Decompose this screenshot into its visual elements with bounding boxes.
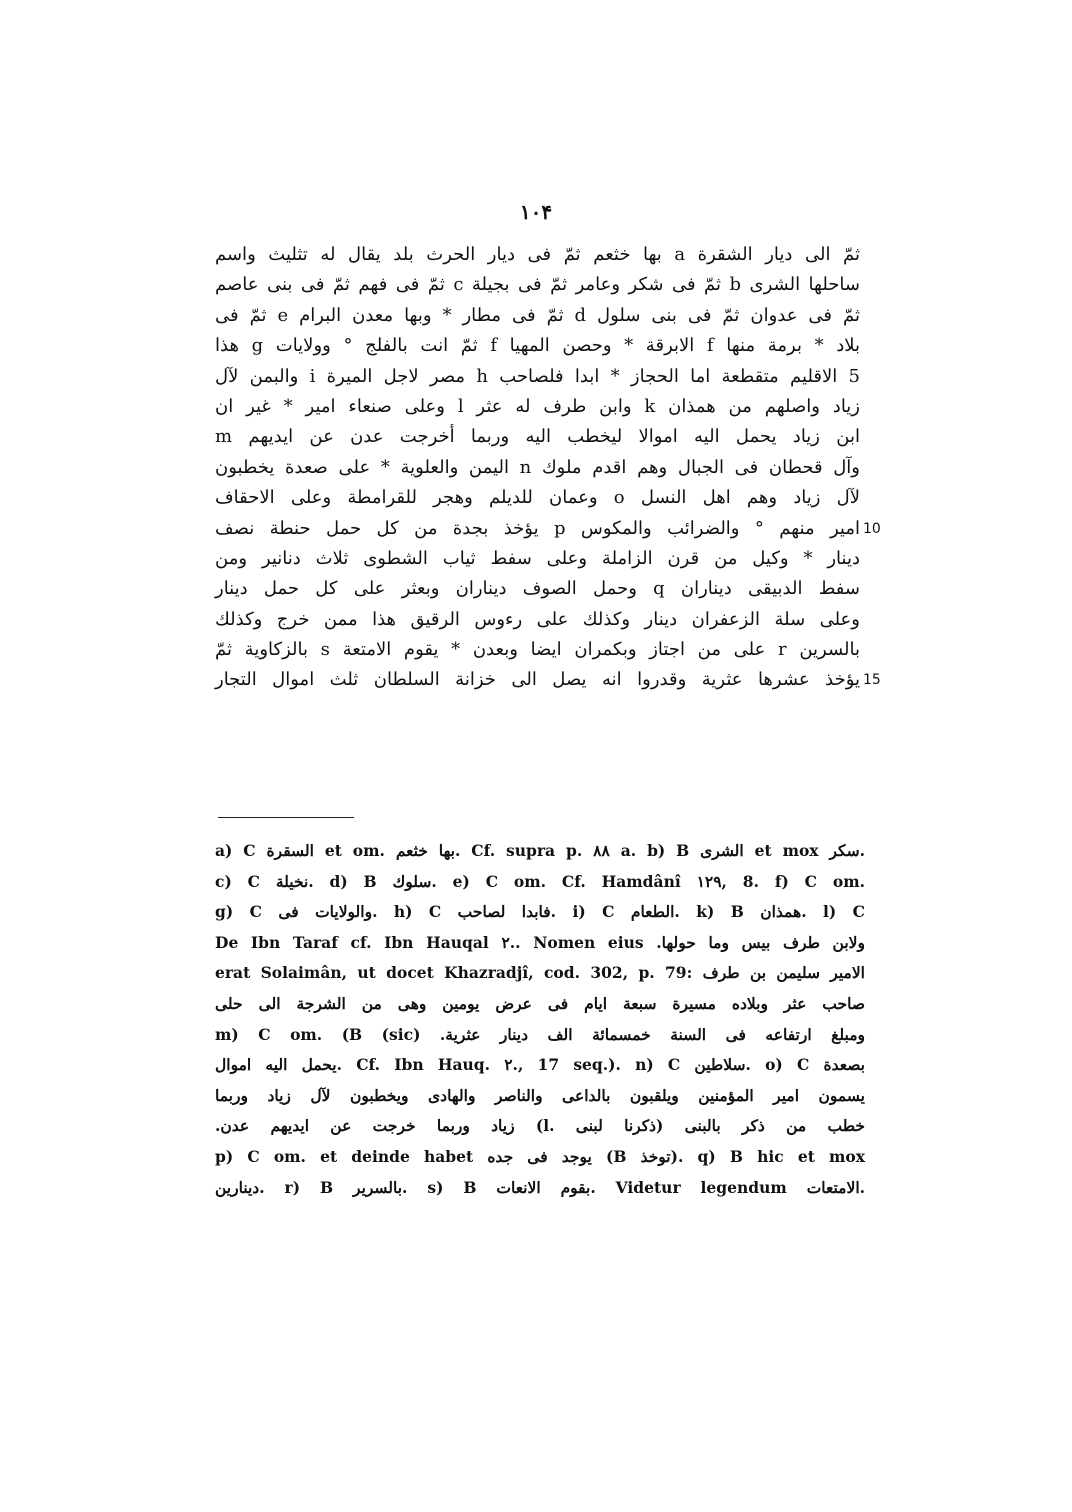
text-line — [215, 574, 860, 604]
text-line — [215, 635, 860, 665]
footnote-line: يسمون امير المؤمنين ويلقبون بالداعى والناصر والهادى ويخطبون لآل زياد وربما — [215, 1085, 865, 1105]
footnote-line: ولابن طرف بيس وما حولها. De Ibn Taraf cf. Ibn Hauqal ۲.. Nomen eius — [215, 932, 865, 952]
footnote-line: erat Solaimân, ut docet Khazradjî, cod. 302, p. 79: الامير سليمن بن طرف — [215, 963, 865, 983]
footnote-line: a) C السقرة et om. بها خثعم. Cf. supra p. ۸۸ a. b) B الشرى et mox سكر. — [215, 841, 865, 860]
text-line — [215, 422, 860, 452]
footnote-divider — [218, 817, 354, 818]
footnote-line: c) C نخيلة. d) B سلوك. e) C om. Cf. Hamdânî ۱۲۹, 8. f) C om. — [215, 871, 866, 891]
text-line-content: ثمّ الى ديار الشقرة a بها خثعم ثمّ فى ديار الحرث بلد يقال له تثليث واسم — [215, 244, 860, 265]
text-line-content: وعلى سلة الزعفران دينار وكذلك على رءوس الرقيق هذا ممن خرج وكذلك — [215, 608, 860, 630]
text-line-content: زياد واصلهم من همذان k وابن طرف له عثر l وعلى صنعاء امير * غير ان — [215, 395, 861, 417]
footnote-line: g) C والولايات فى. h) C فابدا لصاحب. i) C الطعام. k) B همذان. l) C — [215, 902, 865, 922]
text-line-content: ابن زياد يحمل اليه اموالا ليخطب اليه وربما أخرجت عدن عن ايديهم m — [215, 426, 860, 448]
text-line — [215, 331, 860, 361]
text-line — [215, 483, 860, 513]
line-number: 10 — [863, 520, 881, 537]
footnote-line: p) C om. et deinde habet يوجد فى جده (B توخذ). q) B hic et mox — [215, 1146, 865, 1166]
page-number: ١٠۴ — [519, 200, 553, 224]
text-line-content: امير منهم ° والضرائب والمكوس p يؤخذ بجدة من كل حمل حنطة نصف — [215, 517, 860, 539]
text-line-content: لآل زياد وهم اهل النسل o وعمان للديلم وهجر للقرامطة وعلى الاحقاف — [215, 487, 860, 509]
text-line-content: يؤخذ عشرها عثرية وقدروا انه يصل الى خزانة السلطان ثلث اموال التجار — [215, 669, 860, 691]
text-line-content: ساحلها الشرى b ثمّ فى شكر وعامر ثمّ فى بجيلة c ثمّ فى فهم ثمّ فى بنى عاصم — [215, 274, 860, 296]
text-line — [215, 362, 860, 392]
text-line — [215, 453, 860, 483]
text-line — [215, 605, 860, 635]
footnotes-block — [215, 836, 865, 1203]
text-line-content: ثمّ فى عدوان ثمّ فى بنى سلول d ثمّ فى مطار * وبها معدن البرام e ثمّ فى — [215, 304, 860, 326]
text-line-content: دينار * وكيل من قرن الزاملة وعلى سفط ثياب الشطوى ثلاث دنانير ومن — [215, 547, 860, 569]
footnote-line: خطب من ذكر بالبنى (ذكرنا لبنى .l) زياد وربما خرجت عن ايديهم عدن. — [215, 1116, 865, 1136]
text-line-content: بالسرين r على من اجتاز وبكمران ايضا وبعدن * يقوم الامتعة s بالزكاوية ثمّ — [215, 639, 860, 661]
footnote-line: ومبلغ ارتفاعه فى السنة خمسمائة الف دينار عثرية. (sic) m) C om. (B — [215, 1024, 865, 1044]
text-line — [215, 270, 860, 300]
footnote-line: صاحب عثر وبلاده مسيرة سبعة ايام فى عرض يومين وهى من الشرجة الى حلى — [215, 993, 865, 1013]
line-number: 15 — [863, 672, 881, 689]
text-line-content: سفط الدبيقى ديناران q وحمل الصوف ديناران وبعثر على كل حمل دينار — [215, 578, 860, 600]
text-line-content: وآل قحطان فى الجبال وهم اقدم ملوك n اليمن والعلوية * على صعدة يخطبون — [215, 456, 860, 478]
text-line-content: بلاد * برمة منها f الابرقة * وحصن المهيا f ثمّ انت بالفلج ° وولايات g هذا — [215, 335, 860, 357]
text-line — [215, 514, 881, 544]
text-line — [215, 665, 881, 695]
text-line — [215, 544, 860, 574]
footnote-line: يحمل اليه اموال. Cf. Ibn Hauq. ۲., 17 seq.). n) C سلاطين. o) C بصعدة — [215, 1055, 865, 1075]
main-text-block — [215, 240, 881, 696]
text-line-content: 5 الاقليم متقطعة اما الحجاز * ابدا فلصاحب h مصر لاجل الميرة i والبمن لآل — [215, 365, 860, 387]
text-line — [215, 240, 860, 270]
footnote-line: دينارين. r) B بالسرير. s) B بقوم الانعات. Videtur legendum الامتعات. — [215, 1177, 866, 1197]
text-line — [215, 392, 860, 422]
text-line — [215, 301, 860, 331]
